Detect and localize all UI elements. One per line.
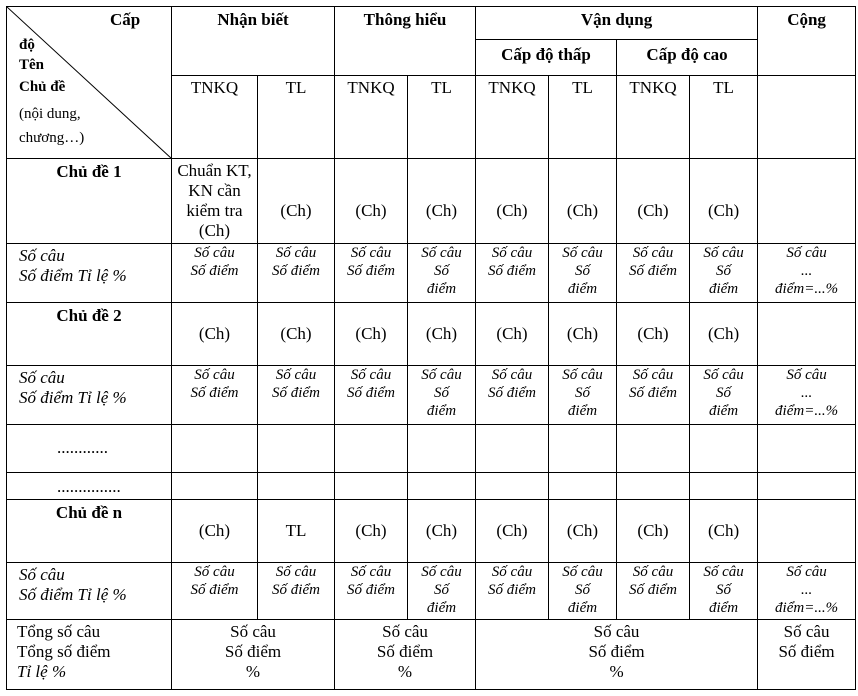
- empty-cell: [549, 473, 617, 500]
- ch-cell: (Ch): [549, 303, 617, 366]
- cap-do-cao-header: Cấp độ cao: [617, 40, 758, 76]
- ch-cell: (Ch): [408, 500, 476, 563]
- sub-col-tl-3: TL: [549, 76, 617, 159]
- stats-cell: Số câu Số điểm: [476, 244, 549, 303]
- totals-nhan-biet: Số câu Số điểm %: [172, 620, 335, 690]
- stats-cell: Số câu Số điểm: [690, 563, 758, 620]
- ch-cell: (Ch): [172, 303, 258, 366]
- stats-label: Số câu Số điểm Tỉ lệ %: [7, 366, 172, 425]
- sub-col-tnkq-2: TNKQ: [335, 76, 408, 159]
- ch-cell: (Ch): [617, 500, 690, 563]
- topic-2-name: Chủ đề 2: [7, 303, 172, 366]
- chuong-label: chương…): [19, 130, 85, 146]
- empty-cell: [258, 473, 335, 500]
- ellipsis-row-label: ............: [7, 425, 172, 473]
- chu-de-label: Chủ đề: [19, 79, 66, 95]
- sub-col-tl-4: TL: [690, 76, 758, 159]
- sub-col-tnkq-1: TNKQ: [172, 76, 258, 159]
- empty-cell: [549, 425, 617, 473]
- tl-cell: TL: [258, 500, 335, 563]
- totals-label: Tổng số câu Tổng số điểm Tỉ lệ %: [7, 620, 172, 690]
- stats-cell: Số câu Số điểm: [617, 563, 690, 620]
- ch-cell: (Ch): [172, 500, 258, 563]
- empty-cell: [476, 425, 549, 473]
- topic-1-standard: Chuẩn KT, KN cần kiểm tra (Ch): [172, 159, 258, 244]
- cong-empty-cell: [758, 500, 856, 563]
- empty-cell: [758, 425, 856, 473]
- stats-cell: Số câu Số điểm: [617, 366, 690, 425]
- stats-cell: Số câu Số điểm: [408, 563, 476, 620]
- stats-cell: Số câu Số điểm: [690, 244, 758, 303]
- stats-cell: Số câu Số điểm: [172, 366, 258, 425]
- ch-cell: (Ch): [476, 159, 549, 244]
- do-label: độ: [19, 37, 35, 53]
- ch-cell: (Ch): [690, 159, 758, 244]
- totals-cong: Số câu Số điểm: [758, 620, 856, 690]
- stats-cell: Số câu Số điểm: [335, 563, 408, 620]
- topic-n-name: Chủ đề n: [7, 500, 172, 563]
- thong-hieu-header: Thông hiểu: [335, 7, 476, 76]
- stats-cell: Số câu Số điểm: [549, 366, 617, 425]
- totals-van-dung: Số câu Số điểm %: [476, 620, 758, 690]
- ch-cell: (Ch): [335, 159, 408, 244]
- ch-cell: (Ch): [408, 159, 476, 244]
- cong-stats-cell: Số câu ... điểm=...%: [758, 563, 856, 620]
- cong-stats-cell: Số câu ... điểm=...%: [758, 244, 856, 303]
- ch-cell: (Ch): [408, 303, 476, 366]
- stats-cell: Số câu Số điểm: [335, 366, 408, 425]
- ch-cell: (Ch): [617, 303, 690, 366]
- stats-cell: Số câu Số điểm: [549, 563, 617, 620]
- empty-cell: [408, 473, 476, 500]
- sub-col-tnkq-4: TNKQ: [617, 76, 690, 159]
- topic-1-name: Chủ đề 1: [7, 159, 172, 244]
- empty-cell: [335, 473, 408, 500]
- cong-empty-cell: [758, 303, 856, 366]
- ch-cell: (Ch): [335, 500, 408, 563]
- totals-thong-hieu: Số câu Số điểm %: [335, 620, 476, 690]
- sub-col-tnkq-3: TNKQ: [476, 76, 549, 159]
- sub-col-tl-2: TL: [408, 76, 476, 159]
- stats-cell: Số câu Số điểm: [408, 366, 476, 425]
- stats-cell: Số câu Số điểm: [476, 366, 549, 425]
- ch-cell: (Ch): [617, 159, 690, 244]
- nhan-biet-header: Nhận biết: [172, 7, 335, 76]
- ten-label: Tên: [19, 57, 45, 73]
- cong-empty-cell: [758, 76, 856, 159]
- empty-cell: [476, 473, 549, 500]
- stats-cell: Số câu Số điểm: [549, 244, 617, 303]
- cong-empty-cell: [758, 159, 856, 244]
- cong-stats-cell: Số câu ... điểm=...%: [758, 366, 856, 425]
- stats-cell: Số câu Số điểm: [476, 563, 549, 620]
- empty-cell: [335, 425, 408, 473]
- ch-cell: (Ch): [335, 303, 408, 366]
- ch-cell: (Ch): [258, 303, 335, 366]
- empty-cell: [617, 425, 690, 473]
- cong-header: Cộng: [758, 7, 856, 76]
- stats-cell: Số câu Số điểm: [172, 244, 258, 303]
- ch-cell: (Ch): [549, 500, 617, 563]
- stats-cell: Số câu Số điểm: [408, 244, 476, 303]
- stats-cell: Số câu Số điểm: [258, 563, 335, 620]
- ch-cell: (Ch): [690, 500, 758, 563]
- empty-cell: [758, 473, 856, 500]
- sub-col-tl-1: TL: [258, 76, 335, 159]
- empty-cell: [408, 425, 476, 473]
- cap-label: Cấp: [110, 10, 141, 29]
- empty-cell: [172, 425, 258, 473]
- ch-cell: (Ch): [476, 303, 549, 366]
- ch-cell: (Ch): [549, 159, 617, 244]
- stats-cell: Số câu Số điểm: [172, 563, 258, 620]
- empty-cell: [258, 425, 335, 473]
- empty-cell: [172, 473, 258, 500]
- noi-dung-label: (nội dung,: [19, 106, 81, 122]
- ellipsis-row-label: ...............: [7, 473, 172, 500]
- empty-cell: [617, 473, 690, 500]
- stats-cell: Số câu Số điểm: [335, 244, 408, 303]
- ch-cell: (Ch): [690, 303, 758, 366]
- stats-cell: Số câu Số điểm: [258, 366, 335, 425]
- van-dung-header: Vận dụng: [476, 7, 758, 40]
- matrix-table: [6, 6, 856, 690]
- stats-cell: Số câu Số điểm: [258, 244, 335, 303]
- cap-do-thap-header: Cấp độ thấp: [476, 40, 617, 76]
- ch-cell: (Ch): [476, 500, 549, 563]
- stats-cell: Số câu Số điểm: [690, 366, 758, 425]
- empty-cell: [690, 473, 758, 500]
- stats-label: Số câu Số điểm Tỉ lệ %: [7, 244, 172, 303]
- ch-cell: (Ch): [258, 159, 335, 244]
- stats-label: Số câu Số điểm Tỉ lệ %: [7, 563, 172, 620]
- stats-cell: Số câu Số điểm: [617, 244, 690, 303]
- empty-cell: [690, 425, 758, 473]
- diagonal-header-cell: [7, 7, 172, 159]
